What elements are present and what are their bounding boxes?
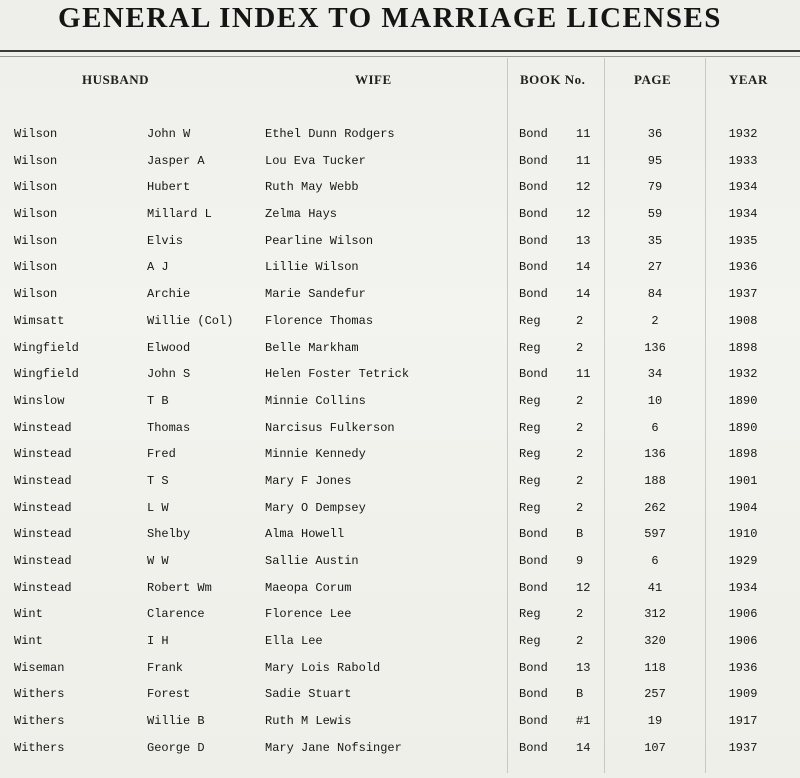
husband-given-name: John W	[147, 127, 191, 141]
header-year: YEAR	[729, 72, 768, 87]
husband-given-name: Fred	[147, 447, 176, 462]
page-number: 79	[647, 180, 663, 195]
book-type: Reg	[519, 340, 541, 355]
book-number: 14	[576, 260, 591, 275]
page-number: 188	[644, 473, 666, 488]
wife-name: Zelma Hays	[265, 207, 338, 222]
year: 1910	[728, 527, 758, 542]
book-number: B	[576, 687, 584, 702]
year: 1929	[728, 554, 758, 568]
wife-name: Maeopa Corum	[265, 580, 352, 595]
husband-given-name: Elvis	[147, 233, 184, 248]
year: 1906	[728, 634, 758, 649]
book-type: Bond	[519, 127, 548, 141]
book-type: Bond	[519, 660, 548, 675]
year: 1937	[728, 740, 758, 755]
table-row	[0, 415, 800, 442]
husband-given-name: Clarence	[147, 607, 205, 622]
table-row	[0, 121, 800, 148]
husband-given-name: I H	[147, 634, 169, 649]
table-row	[0, 575, 800, 602]
book-type: Bond	[519, 207, 548, 222]
book-type: Bond	[519, 740, 548, 755]
husband-given-name: A J	[147, 260, 169, 275]
table-row	[0, 308, 800, 335]
table-row	[0, 601, 800, 628]
table-row	[0, 148, 800, 175]
wife-name: Sadie Stuart	[265, 687, 352, 702]
husband-given-name: Robert Wm	[147, 580, 212, 595]
page-number: 36	[647, 127, 663, 141]
page-number: 95	[647, 153, 663, 168]
husband-surname: Wilson	[14, 233, 58, 248]
year: 1936	[728, 260, 758, 275]
book-number: 12	[576, 180, 591, 195]
year: 1934	[728, 580, 758, 595]
wife-name: Florence Thomas	[265, 313, 374, 328]
wife-name: Narcisus Fulkerson	[265, 420, 395, 435]
header-book-no: BOOK No.	[520, 72, 586, 87]
table-row	[0, 228, 800, 255]
page-number: 136	[644, 340, 666, 355]
book-type: Bond	[519, 714, 548, 729]
page-number: 35	[647, 233, 663, 248]
husband-surname: Wilson	[14, 127, 58, 141]
husband-given-name: Jasper A	[147, 153, 205, 168]
husband-surname: Winstead	[14, 554, 72, 568]
page-number: 597	[644, 527, 666, 542]
page-number: 320	[644, 634, 666, 649]
book-type: Bond	[519, 180, 548, 195]
year: 1898	[728, 447, 758, 462]
table-row	[0, 468, 800, 495]
book-type: Reg	[519, 500, 541, 515]
header-rule	[0, 56, 800, 57]
wife-name: Minnie Kennedy	[265, 447, 366, 462]
table-row	[0, 201, 800, 228]
husband-given-name: Willie B	[147, 714, 205, 729]
table-row	[0, 441, 800, 468]
book-type: Reg	[519, 447, 541, 462]
page-number: 19	[647, 714, 663, 729]
book-type: Bond	[519, 527, 548, 542]
year: 1933	[728, 153, 758, 168]
table-row	[0, 735, 800, 762]
year: 1901	[728, 473, 758, 488]
year: 1934	[728, 207, 758, 222]
book-type: Bond	[519, 687, 548, 702]
wife-name: Mary F Jones	[265, 473, 352, 488]
husband-surname: Wiseman	[14, 660, 65, 675]
page-number: 59	[647, 207, 663, 222]
year: 1932	[728, 127, 758, 141]
wife-name: Marie Sandefur	[265, 287, 366, 302]
husband-surname: Withers	[14, 687, 65, 702]
husband-surname: Winslow	[14, 393, 65, 408]
page-number: 2	[651, 313, 659, 328]
page-title: GENERAL INDEX TO MARRIAGE LICENSES	[58, 2, 722, 34]
table-row	[0, 281, 800, 308]
husband-surname: Winstead	[14, 420, 72, 435]
wife-name: Florence Lee	[265, 607, 352, 622]
book-number: 13	[576, 660, 591, 675]
book-type: Bond	[519, 580, 548, 595]
year: 1904	[728, 500, 758, 515]
page-number: 257	[644, 687, 666, 702]
husband-given-name: L W	[147, 500, 169, 515]
wife-name: Lou Eva Tucker	[265, 153, 366, 168]
husband-surname: Wilson	[14, 260, 58, 275]
year: 1908	[728, 313, 758, 328]
husband-surname: Winstead	[14, 447, 72, 462]
header-husband: HUSBAND	[82, 72, 150, 87]
book-number: 12	[576, 580, 591, 595]
book-type: Bond	[519, 153, 548, 168]
husband-surname: Withers	[14, 740, 65, 755]
table-row	[0, 254, 800, 281]
page-number: 107	[644, 740, 666, 755]
husband-given-name: T S	[147, 473, 169, 488]
year: 1934	[728, 180, 758, 195]
book-type: Reg	[519, 634, 541, 649]
book-number: 11	[576, 127, 591, 141]
year: 1917	[728, 714, 758, 729]
book-number: 2	[576, 634, 584, 649]
book-number: 2	[576, 607, 584, 622]
husband-given-name: Millard L	[147, 207, 212, 222]
year: 1890	[728, 393, 758, 408]
year: 1898	[728, 340, 758, 355]
wife-name: Ella Lee	[265, 634, 323, 649]
table-row	[0, 495, 800, 522]
wife-name: Mary Lois Rabold	[265, 660, 381, 675]
book-type: Reg	[519, 420, 541, 435]
table-row	[0, 628, 800, 655]
page-number: 262	[644, 500, 666, 515]
book-number: 9	[576, 554, 584, 568]
table-row	[0, 521, 800, 548]
year: 1909	[728, 687, 758, 702]
header-page: PAGE	[634, 72, 672, 87]
husband-surname: Wint	[14, 607, 43, 622]
book-number: 2	[576, 500, 584, 515]
husband-given-name: George D	[147, 740, 205, 755]
book-type: Reg	[519, 473, 541, 488]
book-number: 14	[576, 740, 591, 755]
table-row	[0, 361, 800, 388]
table-row	[0, 548, 800, 575]
husband-surname: Wilson	[14, 180, 58, 195]
wife-name: Minnie Collins	[265, 393, 366, 408]
husband-given-name: Frank	[147, 660, 184, 675]
book-type: Reg	[519, 607, 541, 622]
book-number: 11	[576, 153, 591, 168]
husband-given-name: Shelby	[147, 527, 191, 542]
title-rule	[0, 50, 800, 52]
year: 1935	[728, 233, 758, 248]
husband-surname: Winstead	[14, 580, 72, 595]
book-type: Bond	[519, 233, 548, 248]
year: 1906	[728, 607, 758, 622]
wife-name: Alma Howell	[265, 527, 345, 542]
page-number: 118	[644, 660, 666, 675]
husband-given-name: W W	[147, 554, 169, 568]
wife-name: Helen Foster Tetrick	[265, 367, 410, 382]
book-number: B	[576, 527, 584, 542]
husband-given-name: Forest	[147, 687, 191, 702]
husband-given-name: T B	[147, 393, 169, 408]
book-type: Reg	[519, 393, 541, 408]
table-row	[0, 681, 800, 708]
table-row	[0, 174, 800, 201]
husband-surname: Wingfield	[14, 340, 79, 355]
book-number: 2	[576, 313, 584, 328]
page-number: 34	[647, 367, 663, 382]
husband-surname: Wilson	[14, 153, 58, 168]
book-number: #1	[576, 714, 591, 729]
table-row	[0, 655, 800, 682]
husband-surname: Wimsatt	[14, 313, 65, 328]
page-number: 41	[647, 580, 663, 595]
page-number: 10	[647, 393, 663, 408]
husband-surname: Wilson	[14, 207, 58, 222]
page-number: 6	[651, 420, 659, 435]
book-type: Bond	[519, 554, 548, 568]
book-number: 2	[576, 420, 584, 435]
husband-surname: Wint	[14, 634, 43, 649]
book-number: 2	[576, 393, 584, 408]
husband-surname: Winstead	[14, 527, 72, 542]
book-type: Reg	[519, 313, 541, 328]
page-number: 27	[647, 260, 663, 275]
husband-given-name: Archie	[147, 287, 191, 302]
husband-surname: Withers	[14, 714, 65, 729]
husband-given-name: Thomas	[147, 420, 191, 435]
wife-name: Lillie Wilson	[265, 260, 359, 275]
book-number: 11	[576, 367, 591, 382]
husband-surname: Wingfield	[14, 367, 79, 382]
table-row	[0, 708, 800, 735]
book-type: Bond	[519, 287, 548, 302]
book-number: 2	[576, 340, 584, 355]
record-list	[0, 121, 800, 762]
wife-name: Mary Jane Nofsinger	[265, 740, 402, 755]
year: 1890	[728, 420, 758, 435]
wife-name: Sallie Austin	[265, 554, 359, 568]
page-number: 84	[647, 287, 663, 302]
husband-surname: Winstead	[14, 473, 72, 488]
husband-given-name: John S	[147, 367, 191, 382]
header-wife: WIFE	[355, 72, 392, 87]
table-row	[0, 388, 800, 415]
page-number: 136	[644, 447, 666, 462]
year: 1937	[728, 287, 758, 302]
husband-surname: Wilson	[14, 287, 58, 302]
book-number: 2	[576, 473, 584, 488]
table-row	[0, 335, 800, 362]
book-number: 2	[576, 447, 584, 462]
husband-given-name: Hubert	[147, 180, 191, 195]
book-number: 12	[576, 207, 591, 222]
wife-name: Ethel Dunn Rodgers	[265, 127, 395, 141]
book-number: 14	[576, 287, 591, 302]
book-type: Bond	[519, 260, 548, 275]
page-number: 6	[651, 554, 659, 568]
wife-name: Mary O Dempsey	[265, 500, 366, 515]
year: 1936	[728, 660, 758, 675]
husband-given-name: Elwood	[147, 340, 191, 355]
husband-surname: Winstead	[14, 500, 72, 515]
wife-name: Ruth M Lewis	[265, 714, 352, 729]
book-number: 13	[576, 233, 591, 248]
wife-name: Belle Markham	[265, 340, 359, 355]
book-type: Bond	[519, 367, 548, 382]
husband-given-name: Willie (Col)	[147, 313, 234, 328]
page-number: 312	[644, 607, 666, 622]
year: 1932	[728, 367, 758, 382]
wife-name: Pearline Wilson	[265, 233, 374, 248]
wife-name: Ruth May Webb	[265, 180, 359, 195]
